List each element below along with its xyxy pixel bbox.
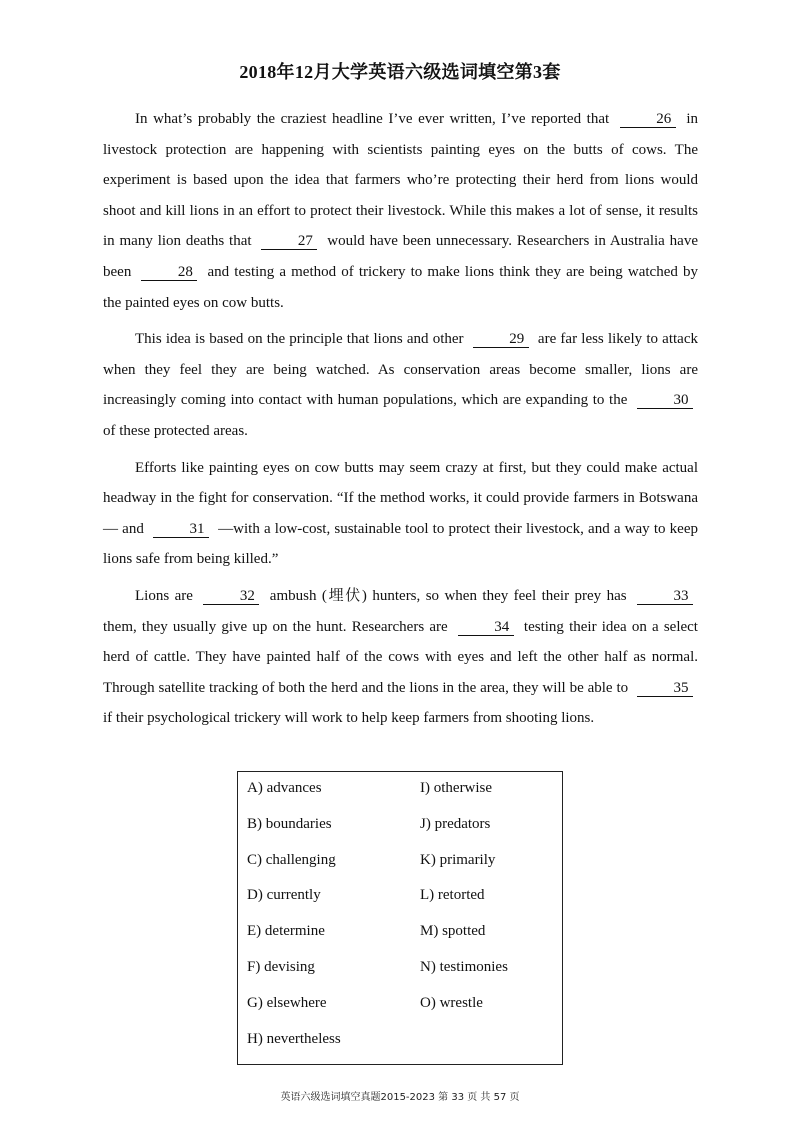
word-option: F) devising	[247, 958, 315, 975]
word-option: J) predators	[420, 815, 491, 832]
paragraph-text: of these protected areas.	[103, 422, 248, 439]
word-option: M) spotted	[420, 923, 486, 940]
paragraph-text: In what’s probably the craziest headline I’ve ever written, I’ve reported that	[135, 111, 615, 127]
word-bank-box	[237, 771, 563, 1065]
paragraph-text: are far less likely to attack when they feel they are being watched. As conservation areas become smaller, lions are increasingly coming into contact with human populations, which are expanding to the	[103, 331, 698, 409]
paragraph	[103, 453, 698, 575]
paragraph-text: testing their idea on a select herd of cattle. They have painted half of the cows with eyes and left the other half as normal. Through satellite tracking of both the herd and the lions in the area, they will be able to	[103, 618, 698, 696]
paragraph-text: ambush (埋伏) hunters, so when they feel their prey has	[264, 587, 633, 604]
word-option: C) challenging	[247, 851, 336, 868]
passage	[103, 104, 698, 740]
blank-31[interactable]: 31	[153, 521, 209, 538]
paragraph-text: would have been unnecessary. Researchers in Australia have been	[103, 233, 698, 280]
paragraph-text: This idea is based on the principle that lions and other	[135, 331, 468, 348]
word-option	[420, 1031, 560, 1067]
word-option: H) nevertheless	[247, 1030, 341, 1047]
word-option: K) primarily	[420, 851, 496, 868]
word-option: D) currently	[247, 887, 321, 904]
paragraph-text: in livestock protection are happening with scientists painting eyes on the butts of cows. The experiment is based upon the idea that farmers who’re protecting their herd from lions would shoot and kill lions in an effort to protect their livestock. While this makes a lot of sense, it results in many lion deaths that	[103, 111, 698, 250]
word-option: E) determine	[247, 923, 325, 940]
word-option: G) elsewhere	[247, 994, 327, 1011]
word-option: N) testimonies	[420, 958, 508, 975]
page-footer: 英语六级选词填空真题2015-2023 第 33 页 共 57 页	[280, 1092, 520, 1103]
blank-28[interactable]: 28	[141, 264, 197, 281]
paragraph-text: Lions are	[135, 587, 199, 604]
word-option: O) wrestle	[420, 994, 483, 1011]
paragraph	[103, 324, 698, 446]
blank-35[interactable]: 35	[637, 680, 693, 697]
paragraph-text: Efforts like painting eyes on cow butts may seem crazy at first, but they could make actual headway in the fight for conservation. “If the method works, it could provide farmers in Botswana — and	[103, 459, 698, 537]
paragraph-text: and testing a method of trickery to make lions think they are being watched by the painted eyes on cow butts.	[103, 263, 698, 311]
paragraph-text: if their psychological trickery will work to help keep farmers from shooting lions.	[103, 710, 595, 727]
page-title: 2018年12月大学英语六级选词填空第3套	[239, 62, 561, 82]
blank-30[interactable]: 30	[637, 392, 693, 409]
blank-33[interactable]: 33	[637, 588, 693, 605]
paragraph-text: —with a low-cost, sustainable tool to protect their livestock, and a way to keep lions safe from being killed.”	[103, 520, 698, 568]
paragraph-text: them, they usually give up on the hunt. Researchers are	[103, 618, 453, 635]
blank-26[interactable]: 26	[620, 111, 676, 128]
paragraph	[103, 104, 698, 318]
word-option: B) boundaries	[247, 815, 332, 832]
blank-34[interactable]: 34	[458, 619, 514, 636]
blank-27[interactable]: 27	[261, 233, 317, 250]
word-option: A) advances	[247, 780, 322, 796]
blank-29[interactable]: 29	[473, 331, 529, 348]
blank-32[interactable]: 32	[203, 588, 259, 605]
paragraph	[103, 581, 698, 734]
word-option: I) otherwise	[420, 780, 493, 796]
word-option: L) retorted	[420, 887, 485, 904]
word-bank-grid	[247, 780, 560, 1066]
